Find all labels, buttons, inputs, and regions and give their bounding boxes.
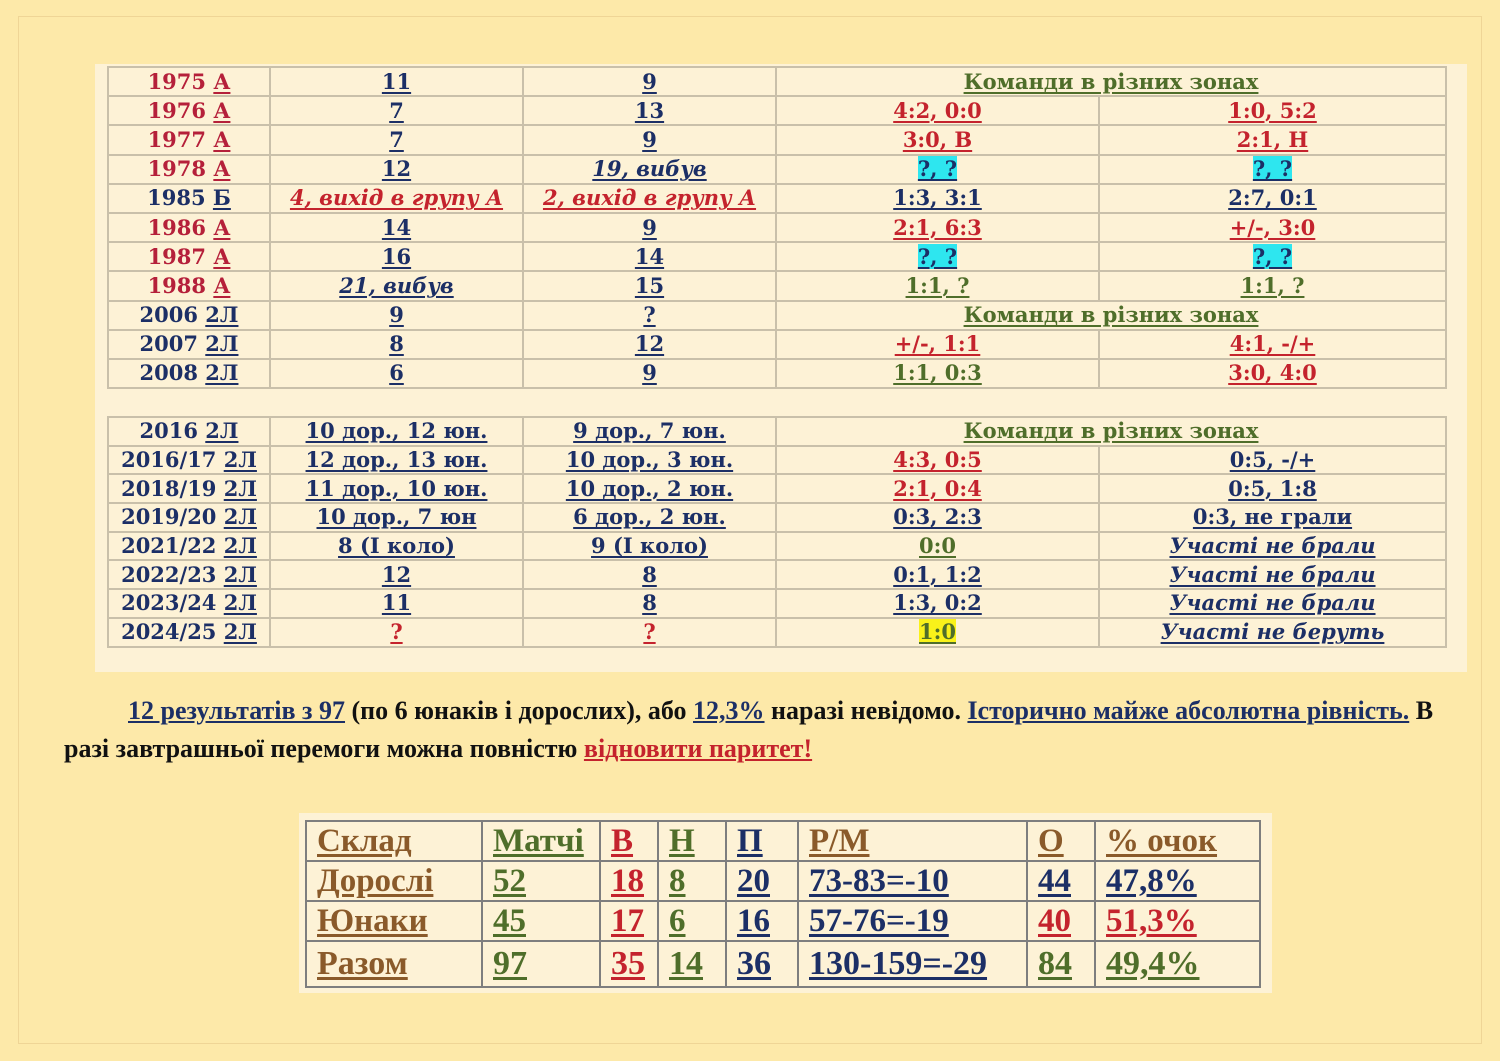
table-row <box>108 184 1446 213</box>
col-c-value: 3:0, В <box>902 126 973 152</box>
league: 2Л <box>223 590 257 616</box>
league: 2Л <box>205 331 239 357</box>
merged-note: Команди в різних зонах <box>963 418 1259 444</box>
col-b-value: 8 <box>642 590 657 616</box>
col-b-value: 9 <box>642 126 657 152</box>
league: 2Л <box>205 302 239 328</box>
goals-value: 130-159=-29 <box>809 945 988 982</box>
header-draws: Н <box>669 823 695 859</box>
col-b-value: ? <box>643 302 656 328</box>
col-b-value: 19, вибув <box>592 156 707 182</box>
league: А <box>213 68 231 94</box>
col-d-value: 0:3, не грали <box>1192 504 1353 530</box>
col-b-value: 9 (І коло) <box>591 533 708 559</box>
col-a-value: 12 дор., 13 юн. <box>305 447 488 473</box>
league: 2Л <box>205 360 239 386</box>
header-matches: Матчі <box>493 823 584 859</box>
year: 1988 <box>147 272 207 298</box>
draws-value: 14 <box>669 945 703 982</box>
col-b-value: 12 <box>634 331 665 357</box>
merged-note: Команди в різних зонах <box>963 68 1259 94</box>
year: 2007 <box>139 331 198 357</box>
table-row <box>108 532 1446 561</box>
points-value: 40 <box>1038 903 1071 939</box>
col-a-value: 7 <box>389 126 404 152</box>
col-d-value: ?, ? <box>1252 243 1293 269</box>
paragraph-text: (по 6 юнаків і дорослих), або <box>345 696 694 725</box>
col-c-value: 1:1, 0:3 <box>893 360 982 386</box>
year: 2016/17 <box>121 447 217 473</box>
league: 2Л <box>223 475 257 501</box>
col-d-value: 3:0, 4:0 <box>1228 360 1317 386</box>
col-b-value: 10 дор., 3 юн. <box>565 447 734 473</box>
col-a-value: 12 <box>381 561 412 587</box>
losses-value: 16 <box>737 903 770 939</box>
table-row <box>306 861 1260 901</box>
results-table-part2 <box>107 416 1447 648</box>
col-b-value: 9 <box>642 68 657 94</box>
table-row <box>108 213 1446 242</box>
year: 2006 <box>139 302 198 328</box>
year: 1985 <box>147 185 206 211</box>
year: 1987 <box>147 243 207 269</box>
col-c-value: 0:3, 2:3 <box>893 504 982 530</box>
col-c-value: 4:2, 0:0 <box>893 97 982 123</box>
col-d-value: 4:1, -/+ <box>1229 331 1316 357</box>
year: 2023/24 <box>121 590 217 616</box>
squad-name: Юнаки <box>317 903 428 939</box>
year: 1975 <box>147 68 207 94</box>
col-b-value: 13 <box>634 97 665 123</box>
summary-table <box>305 820 1261 988</box>
table-row <box>108 589 1446 618</box>
paragraph-text: наразі невідомо. <box>764 696 968 725</box>
table-row <box>108 271 1446 300</box>
col-a-value: 8 <box>389 331 404 357</box>
points-value: 44 <box>1038 863 1071 899</box>
col-a-value: 6 <box>389 360 404 386</box>
league: А <box>213 214 231 240</box>
table-header-row <box>306 821 1260 861</box>
col-c-value: 0:1, 1:2 <box>893 561 982 587</box>
col-d-value: 2:7, 0:1 <box>1228 185 1317 211</box>
col-a-value: 21, вибув <box>339 272 454 298</box>
points-value: 84 <box>1038 945 1072 982</box>
year: 1978 <box>147 156 207 182</box>
league: 2Л <box>223 619 257 645</box>
header-wins: В <box>611 823 634 859</box>
points-percent-value: 49,4% <box>1106 945 1200 982</box>
summary-paragraph <box>64 692 1439 768</box>
col-c-value: 4:3, 0:5 <box>893 447 982 473</box>
league: А <box>213 272 231 298</box>
table-row <box>108 503 1446 532</box>
col-a-value: 14 <box>381 214 412 240</box>
col-d-value: Участі не брали <box>1169 561 1376 587</box>
col-b-value: ? <box>643 619 656 645</box>
col-a-value: 11 <box>381 68 412 94</box>
col-c-value: 1:0 <box>919 619 956 645</box>
year: 2021/22 <box>121 533 217 559</box>
matches-value: 52 <box>493 863 526 899</box>
col-c-value: 1:1, ? <box>905 272 970 298</box>
col-a-value: 12 <box>381 156 412 182</box>
col-a-value: 9 <box>389 302 404 328</box>
losses-value: 36 <box>737 945 771 982</box>
unknown-results-percent: 12,3% <box>693 696 765 725</box>
table-row <box>108 301 1446 330</box>
league: А <box>213 243 231 269</box>
year: 1976 <box>147 97 207 123</box>
col-b-value: 10 дор., 2 юн. <box>565 475 734 501</box>
year: 1977 <box>147 126 207 152</box>
col-a-value: ? <box>390 619 403 645</box>
table-row <box>108 618 1446 647</box>
col-a-value: 4, вихід в групу А <box>289 185 504 211</box>
col-a-value: 11 <box>381 590 412 616</box>
summary-table-image <box>299 813 1272 993</box>
year: 2022/23 <box>121 561 217 587</box>
col-b-value: 14 <box>634 243 665 269</box>
col-b-value: 15 <box>634 272 665 298</box>
table-row <box>108 67 1446 96</box>
table-row <box>108 560 1446 589</box>
col-a-value: 8 (І коло) <box>338 533 455 559</box>
col-b-value: 9 <box>642 214 657 240</box>
year: 2024/25 <box>121 619 217 645</box>
col-d-value: 0:5, -/+ <box>1229 447 1316 473</box>
league: 2Л <box>223 533 257 559</box>
header-goals: Р/М <box>809 823 870 859</box>
col-b-value: 2, вихід в групу А <box>542 185 757 211</box>
draws-value: 6 <box>669 903 686 939</box>
col-a-value: 10 дор., 12 юн. <box>305 418 488 444</box>
col-a-value: 7 <box>389 97 404 123</box>
losses-value: 20 <box>737 863 770 899</box>
wins-value: 17 <box>611 903 644 939</box>
points-percent-value: 47,8% <box>1106 863 1197 899</box>
table-row <box>108 242 1446 271</box>
col-a-value: 10 дор., 7 юн <box>316 504 477 530</box>
table-row <box>108 96 1446 125</box>
matches-value: 97 <box>493 945 527 982</box>
table-row <box>108 155 1446 184</box>
col-c-value: 1:3, 0:2 <box>893 590 982 616</box>
table-row <box>306 941 1260 987</box>
league: 2Л <box>223 561 257 587</box>
col-d-value: 1:1, ? <box>1240 272 1305 298</box>
league: 2Л <box>205 418 239 444</box>
matches-value: 45 <box>493 903 526 939</box>
col-d-value: 2:1, Н <box>1236 126 1309 152</box>
year: 2018/19 <box>121 475 217 501</box>
header-losses: П <box>737 823 763 859</box>
squad-name: Разом <box>317 945 408 982</box>
table-row <box>306 901 1260 941</box>
col-d-value: ?, ? <box>1252 156 1293 182</box>
header-squad: Склад <box>317 823 412 859</box>
league: Б <box>212 185 231 211</box>
header-points: О <box>1038 823 1064 859</box>
league: 2Л <box>223 447 257 473</box>
col-b-value: 8 <box>642 561 657 587</box>
goals-value: 57-76=-19 <box>809 903 949 939</box>
header-points-percent: % очок <box>1106 823 1218 859</box>
draws-value: 8 <box>669 863 686 899</box>
table-row <box>108 474 1446 503</box>
col-c-value: 2:1, 0:4 <box>893 475 982 501</box>
col-c-value: 2:1, 6:3 <box>893 214 982 240</box>
table-row <box>108 417 1446 446</box>
points-percent-value: 51,3% <box>1106 903 1197 939</box>
col-b-value: 6 дор., 2 юн. <box>573 504 726 530</box>
year: 2019/20 <box>121 504 217 530</box>
league: А <box>213 156 231 182</box>
col-b-value: 9 дор., 7 юн. <box>573 418 726 444</box>
col-c-value: +/-, 1:1 <box>894 331 981 357</box>
squad-name: Дорослі <box>317 863 434 899</box>
league: А <box>213 97 231 123</box>
league: 2Л <box>223 504 257 530</box>
col-d-value: Участі не брали <box>1169 533 1376 559</box>
col-d-value: Участі не беруть <box>1160 619 1385 645</box>
wins-value: 18 <box>611 863 644 899</box>
table-row <box>108 446 1446 475</box>
col-c-value: 0:0 <box>919 533 956 559</box>
col-c-value: ?, ? <box>917 156 958 182</box>
results-table-part1 <box>107 66 1447 389</box>
year: 2016 <box>139 418 198 444</box>
col-a-value: 11 дор., 10 юн. <box>305 475 488 501</box>
table-row <box>108 359 1446 388</box>
col-c-value: 1:3, 3:1 <box>893 185 982 211</box>
col-a-value: 16 <box>381 243 412 269</box>
wins-value: 35 <box>611 945 645 982</box>
col-d-value: Участі не брали <box>1169 590 1376 616</box>
goals-value: 73-83=-10 <box>809 863 949 899</box>
col-d-value: 1:0, 5:2 <box>1228 97 1317 123</box>
restore-parity-note: відновити паритет! <box>583 734 813 763</box>
col-b-value: 9 <box>642 360 657 386</box>
unknown-results-count: 12 результатів з 97 <box>128 696 346 725</box>
table-row <box>108 125 1446 154</box>
col-d-value: 0:5, 1:8 <box>1228 475 1317 501</box>
league: А <box>213 126 231 152</box>
year: 2008 <box>139 360 198 386</box>
merged-note: Команди в різних зонах <box>963 302 1259 328</box>
col-d-value: +/-, 3:0 <box>1229 214 1316 240</box>
table-row <box>108 330 1446 359</box>
year: 1986 <box>147 214 207 240</box>
col-c-value: ?, ? <box>917 243 958 269</box>
paragraph-text: В разі завтрашньої перемоги можна повністю <box>64 696 1434 763</box>
historical-parity-note: Історично майже абсолютна рівність. <box>967 696 1410 725</box>
results-table-image <box>95 64 1467 672</box>
